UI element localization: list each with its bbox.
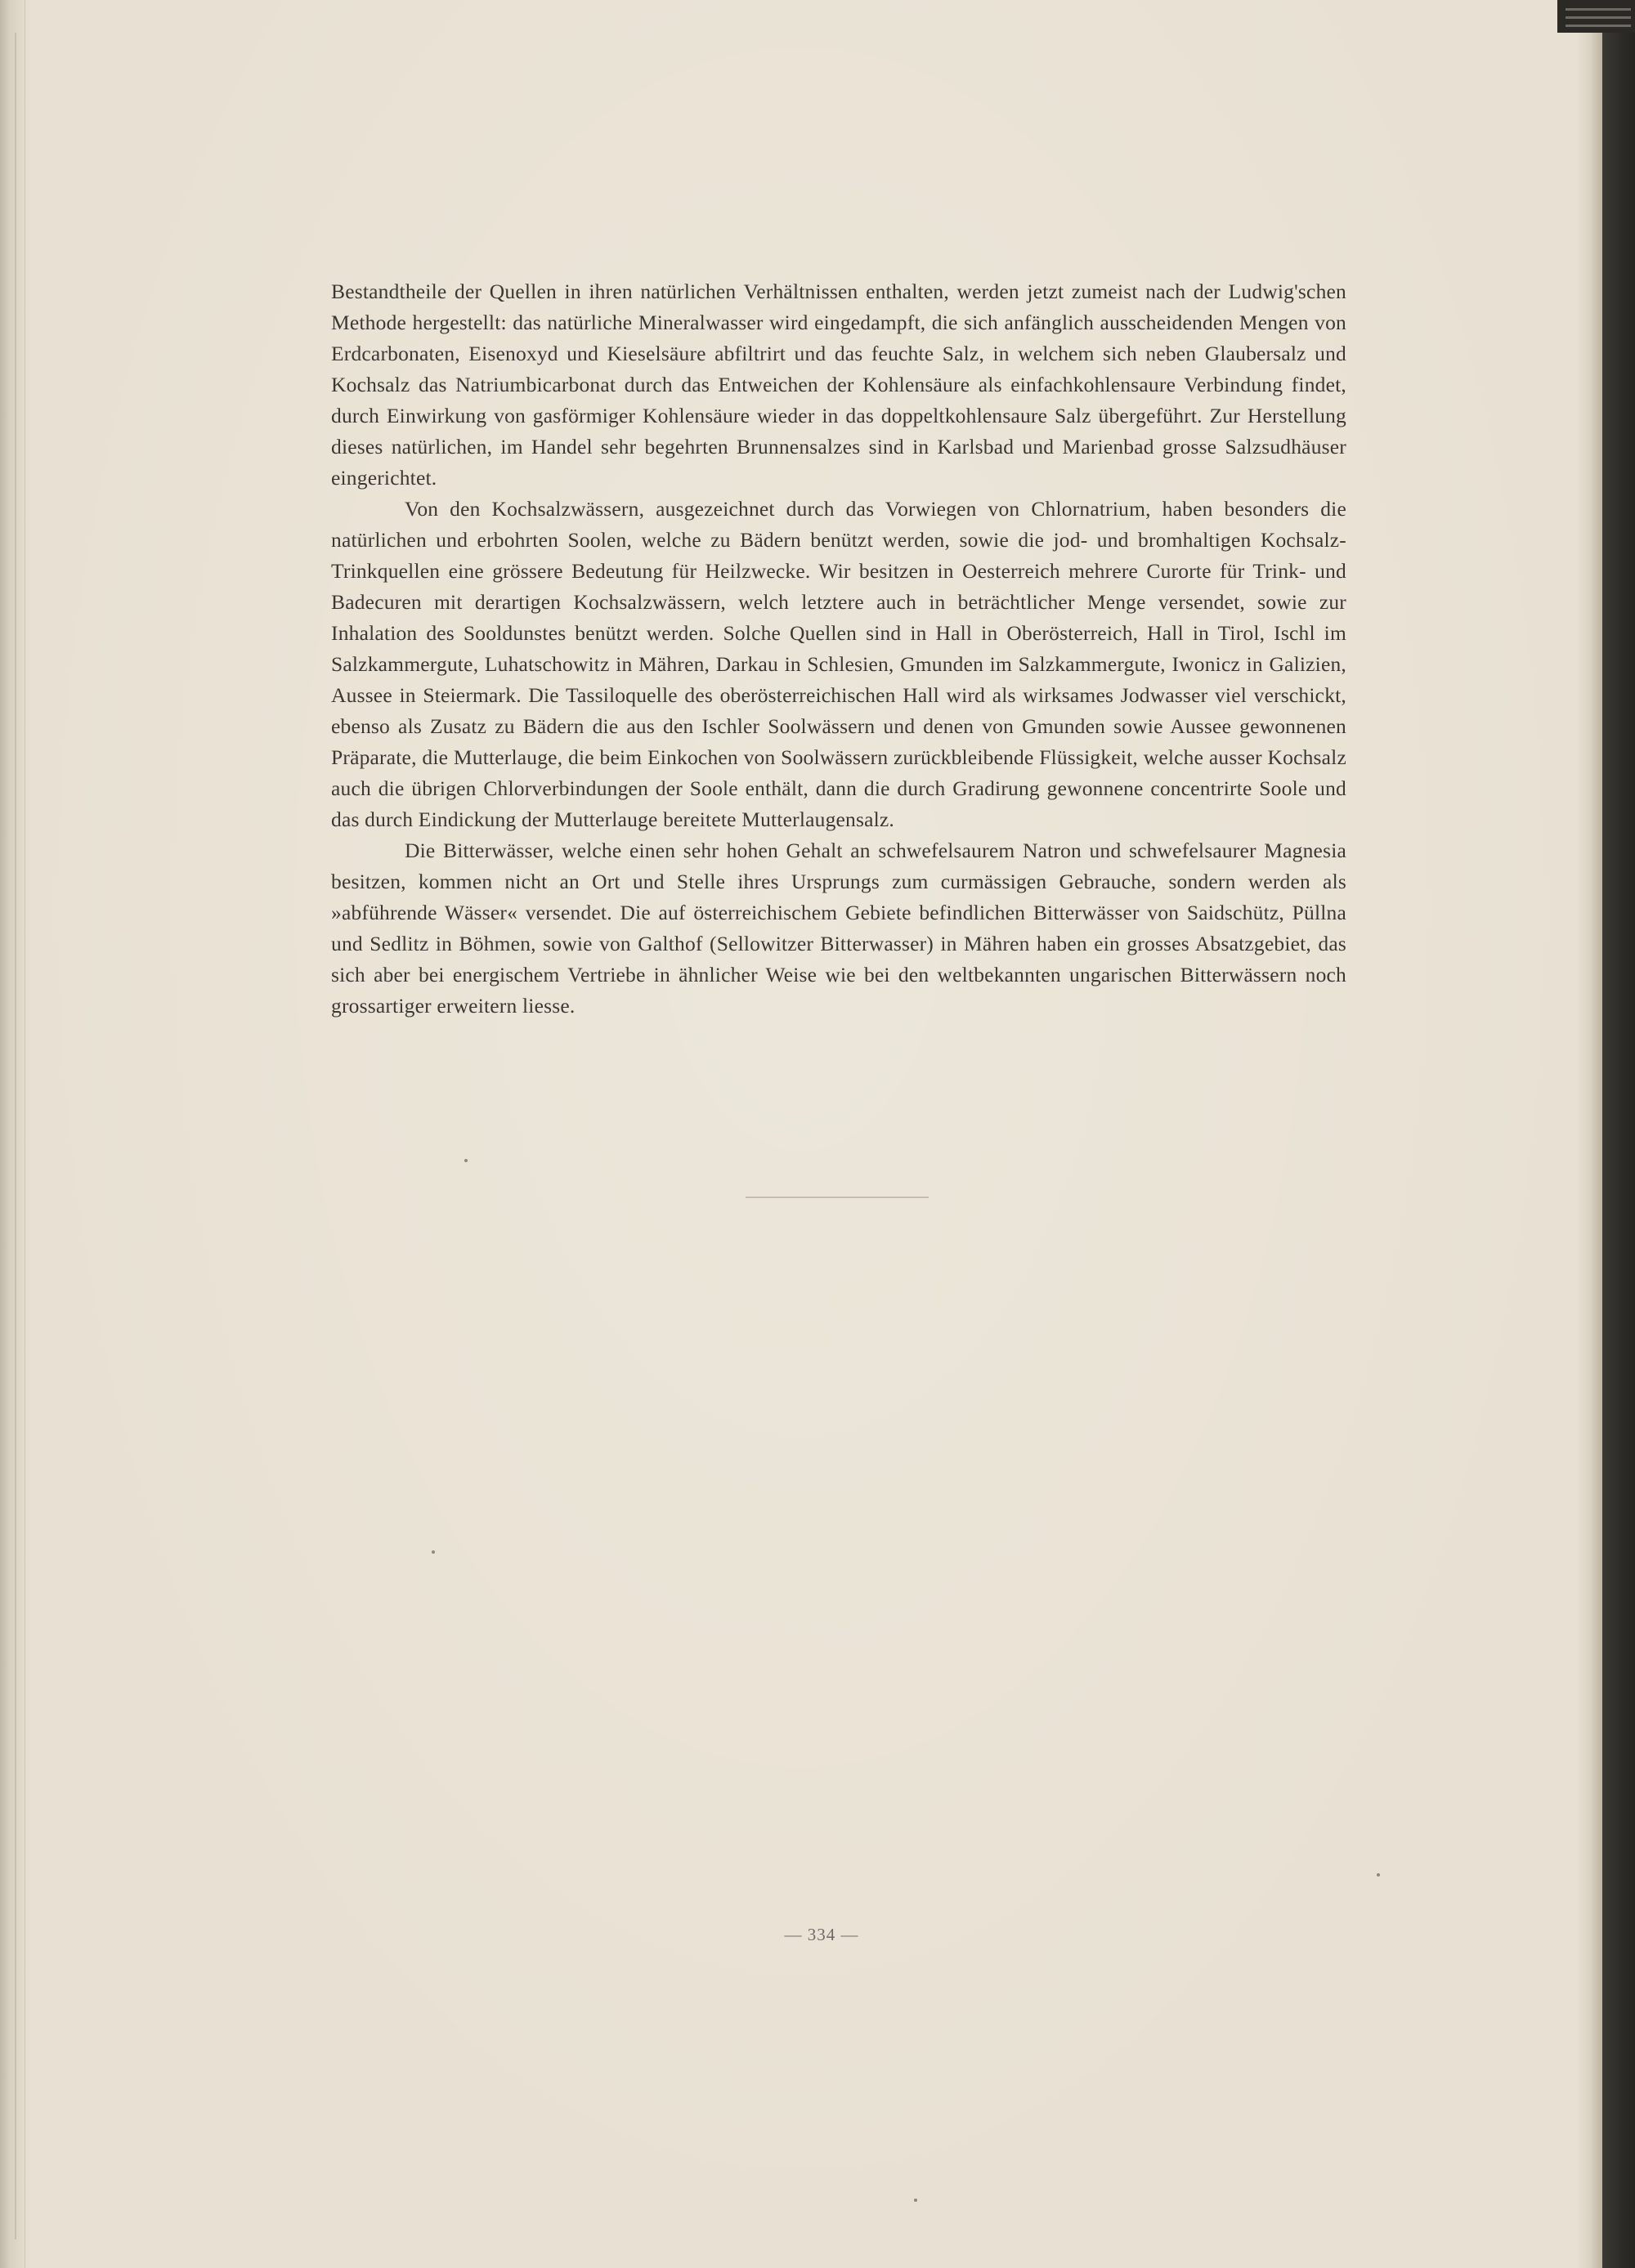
- page-binding: [0, 0, 25, 2268]
- paragraph-3: Die Bitterwässer, welche einen sehr hohen Gehalt an schwefelsaurem Natron und schwefelsaurer Magnesia besitzen, kommen nicht an Ort und Stelle ihres Ursprungs zum curmässigen Gebrauche, sondern werden als »abführende Wässer« versendet. Die auf österreichischem Gebiete befindlichen Bitterwässer von Saidschütz, Püllna und Sedlitz in Böhmen, sowie von Galthof (Sellowitzer Bitterwasser) in Mähren haben ein grosses Absatzgebiet, das sich aber bei energischem Vertriebe in ähnlicher Weise wie bei den weltbekannten ungarischen Bitterwässern noch grossartiger erweitern liesse.: [331, 839, 1346, 1018]
- paper-speck: [914, 2199, 917, 2202]
- paper-speck: [432, 1550, 435, 1554]
- paragraph-1: Bestandtheile der Quellen in ihren natürlichen Verhältnissen enthalten, werden jetzt zumeist nach der Ludwig'schen Methode hergestellt: das natürliche Mineralwasser wird eingedampft, die sich anfänglich ausscheidenden Mengen von Erdcarbonaten, Eisenoxyd und Kieselsäure abfiltrirt und das feuchte Salz, in welchem sich neben Glaubersalz und Kochsalz das Natriumbicarbonat durch das Entweichen der Kohlensäure als einfachkohlensaure Verbindung findet, durch Einwirkung von gasförmiger Kohlensäure wieder in das doppeltkohlensaure Salz übergeführt. Zur Herstellung dieses natürlichen, im Handel sehr begehrten Brunnensalzes sind in Karlsbad und Marienbad grosse Salzsudhäuser eingerichtet.: [331, 280, 1346, 490]
- paper-speck: [1377, 1873, 1380, 1877]
- paper-speck: [464, 1159, 468, 1162]
- binding-line: [15, 33, 16, 2239]
- paragraph-2: Von den Kochsalzwässern, ausgezeichnet durch das Vorwiegen von Chlornatrium, haben besonders die natürlichen und erbohrten Soolen, welche zu Bädern benützt werden, sowie die jod- und bromhaltigen Kochsalz-Trinkquellen eine grössere Bedeutung für Heilzwecke. Wir besitzen in Oesterreich mehrere Curorte für Trink- und Badecuren mit derartigen Kochsalzwässern, welch letztere auch in beträchtlicher Menge versendet, sowie zur Inhalation des Sooldunstes benützt werden. Solche Quellen sind in Hall in Oberösterreich, Hall in Tirol, Ischl im Salzkammergute, Luhatschowitz in Mähren, Darkau in Schlesien, Gmunden im Salzkammergute, Iwonicz in Galizien, Aussee in Steiermark. Die Tassiloquelle des oberösterreichischen Hall wird als wirksames Jodwasser viel verschickt, ebenso als Zusatz zu Bädern die aus den Ischler Soolwässern und denen von Gmunden sowie Aussee gewonnenen Präparate, die Mutterlauge, die beim Einkochen von Soolwässern zurückbleibende Flüssigkeit, welche ausser Kochsalz auch die übrigen Chlorverbindungen der Soole enthält, dann die durch Gradirung gewonnene concentrirte Soole und das durch Eindickung der Mutterlauge bereitete Mutterlaugensalz.: [331, 497, 1346, 831]
- body-text: [331, 276, 1346, 1022]
- scan-background: [1602, 0, 1635, 2268]
- page-number: — 334 —: [784, 1925, 859, 1944]
- tab-stripe: [1566, 16, 1631, 19]
- scan-corner-tab: [1557, 0, 1635, 33]
- page-edge: [1576, 0, 1602, 2268]
- section-separator: [746, 1197, 929, 1198]
- tab-stripe: [1566, 25, 1631, 27]
- tab-stripe: [1566, 8, 1631, 11]
